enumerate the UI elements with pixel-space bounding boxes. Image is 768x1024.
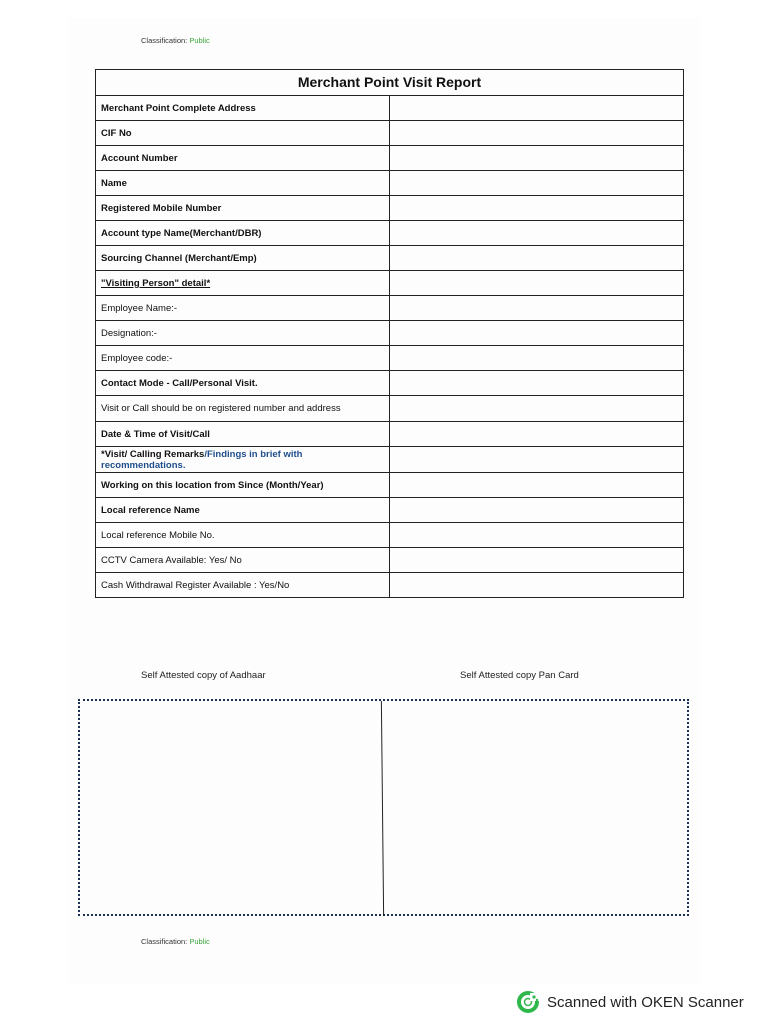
field-local-reference-mobile-value[interactable] (390, 523, 684, 548)
pan-caption: Self Attested copy Pan Card (460, 670, 579, 681)
field-remarks-label (96, 447, 390, 473)
classification-value: Public (189, 36, 210, 45)
field-cash-register-label: Cash Withdrawal Register Available : Yes/No (96, 573, 390, 598)
attachment-divider (381, 701, 384, 916)
field-name-label: Name (96, 171, 390, 196)
field-mobile-value[interactable] (390, 196, 684, 221)
field-contact-mode-value[interactable] (390, 371, 684, 396)
field-cash-register-value[interactable] (390, 573, 684, 598)
field-designation-label: Designation:- (96, 321, 390, 346)
field-account-type-value[interactable] (390, 221, 684, 246)
field-date-time-label: Date & Time of Visit/Call (96, 422, 390, 447)
visiting-person-heading: "Visiting Person" detail* (101, 277, 211, 289)
oken-scanner-logo-icon (517, 991, 539, 1013)
aadhaar-caption: Self Attested copy of Aadhaar (141, 670, 266, 681)
attachment-box (78, 699, 689, 916)
classification-label: Classification: (141, 36, 188, 45)
field-sourcing-channel-value[interactable] (390, 246, 684, 271)
field-mobile-label: Registered Mobile Number (96, 196, 390, 221)
field-cif-no-value[interactable] (390, 121, 684, 146)
field-sourcing-channel-label: Sourcing Channel (Merchant/Emp) (96, 246, 390, 271)
field-cctv-value[interactable] (390, 548, 684, 573)
field-visit-note-label: Visit or Call should be on registered number and address (96, 396, 390, 422)
scanner-watermark (517, 990, 744, 1014)
visit-report-table (95, 69, 684, 598)
scanner-text: Scanned with OKEN Scanner (547, 993, 744, 1011)
report-title: Merchant Point Visit Report (96, 70, 684, 96)
field-employee-code-label: Employee code:- (96, 346, 390, 371)
field-visit-note-value[interactable] (390, 396, 684, 422)
field-contact-mode-label: Contact Mode - Call/Personal Visit. (96, 371, 390, 396)
classification-footer (141, 937, 210, 946)
field-employee-name-value[interactable] (390, 296, 684, 321)
field-local-reference-name-value[interactable] (390, 498, 684, 523)
field-merchant-address-label: Merchant Point Complete Address (96, 96, 390, 121)
classification-header (141, 36, 210, 45)
field-local-reference-mobile-label: Local reference Mobile No. (96, 523, 390, 548)
field-account-number-label: Account Number (96, 146, 390, 171)
field-cif-no-label: CIF No (96, 121, 390, 146)
field-name-value[interactable] (390, 171, 684, 196)
field-employee-code-value[interactable] (390, 346, 684, 371)
field-visiting-person-label (96, 271, 390, 296)
field-employee-name-label: Employee Name:- (96, 296, 390, 321)
field-working-since-value[interactable] (390, 473, 684, 498)
field-cctv-label: CCTV Camera Available: Yes/ No (96, 548, 390, 573)
field-remarks-value[interactable] (390, 447, 684, 473)
classification-value: Public (189, 937, 210, 946)
remarks-label-part1: *Visit/ Calling Remarks (101, 448, 205, 460)
classification-label: Classification: (141, 937, 188, 946)
field-working-since-label: Working on this location from Since (Month/Year) (96, 473, 390, 498)
field-account-type-label: Account type Name(Merchant/DBR) (96, 221, 390, 246)
field-visiting-person-value[interactable] (390, 271, 684, 296)
remarks-label-part2: /Findings in brief with recommendations. (101, 448, 303, 471)
field-designation-value[interactable] (390, 321, 684, 346)
field-date-time-value[interactable] (390, 422, 684, 447)
field-local-reference-name-label: Local reference Name (96, 498, 390, 523)
field-account-number-value[interactable] (390, 146, 684, 171)
field-merchant-address-value[interactable] (390, 96, 684, 121)
